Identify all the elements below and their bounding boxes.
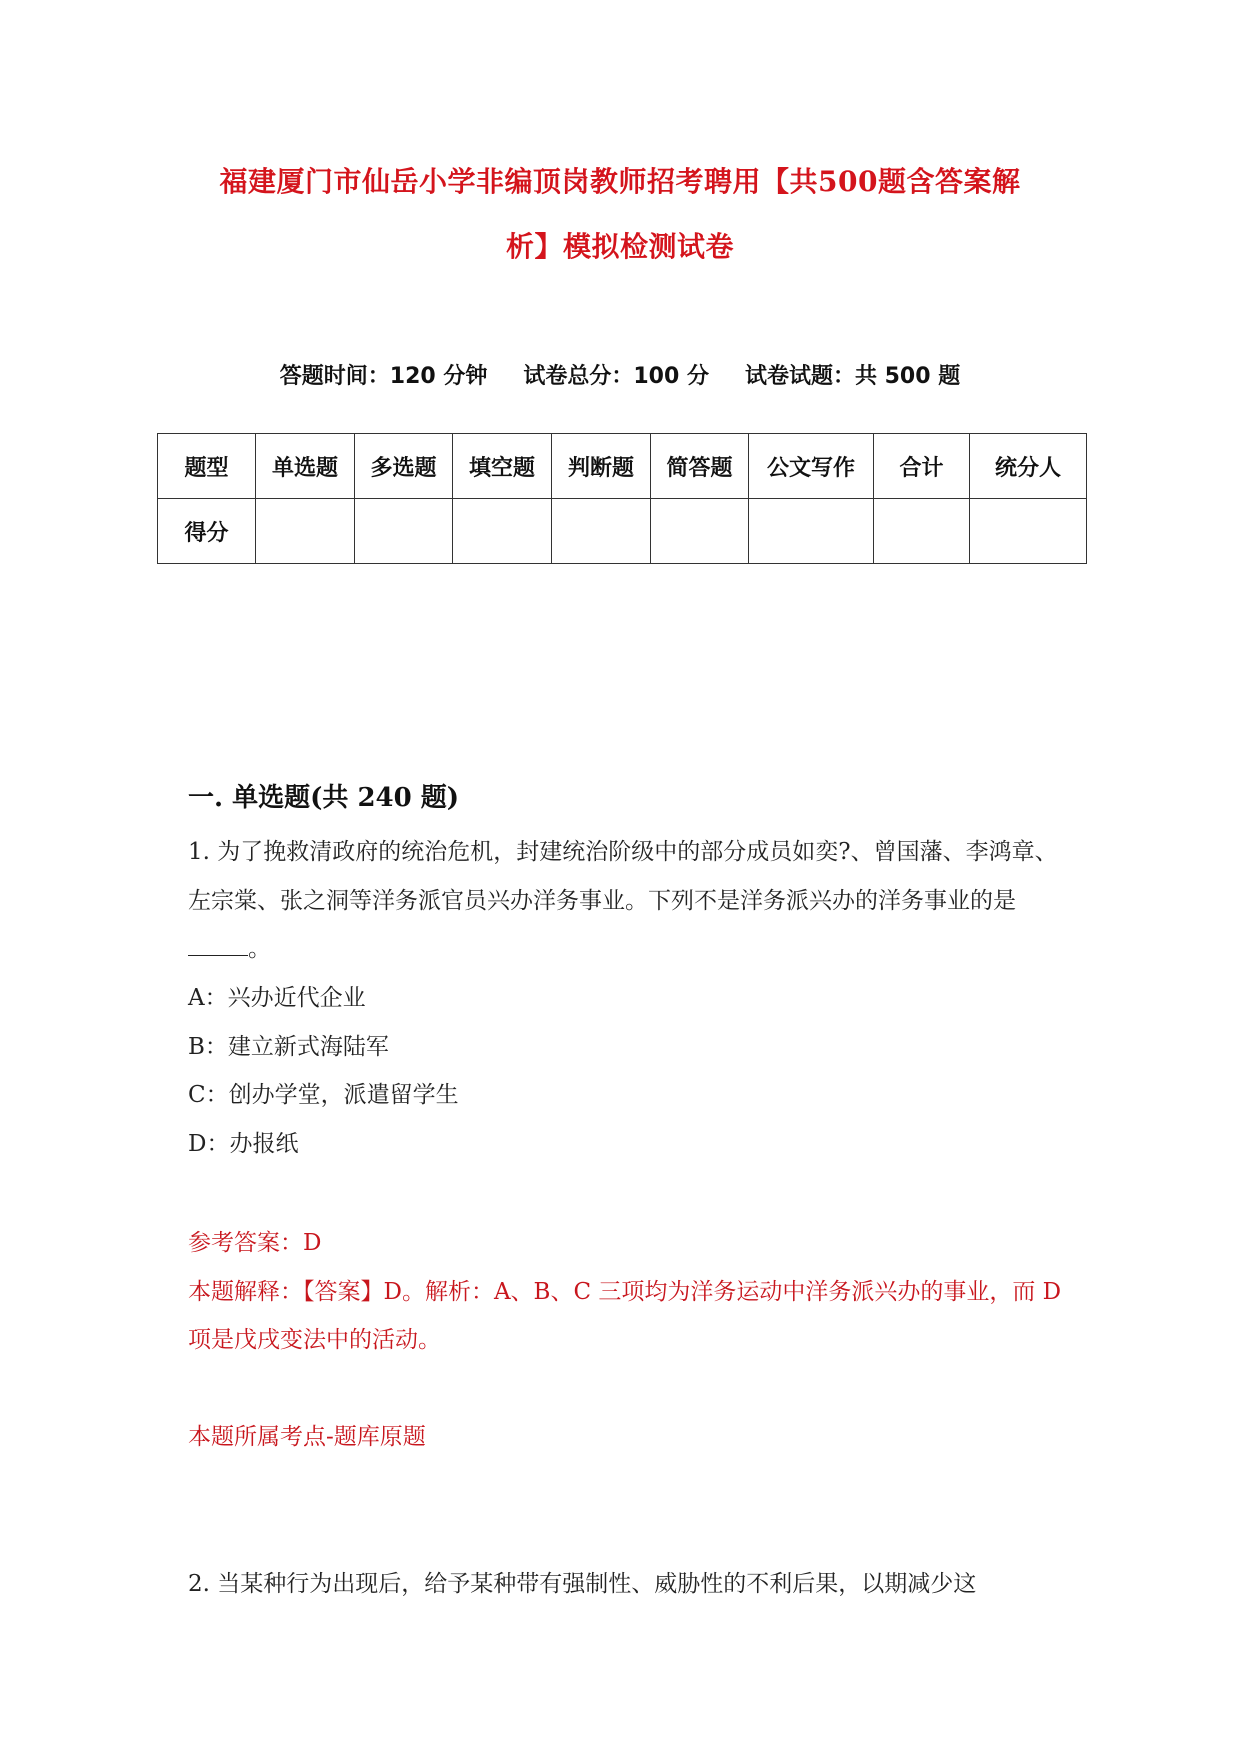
option-c: C：创办学堂，派遣留学生 — [188, 1082, 459, 1108]
question-1-answer-block — [188, 1219, 1068, 1365]
answer-explanation: 本题解释：【答案】D。解析：A、B、C 三项均为洋务运动中洋务派兴办的事业，而 D 项是戊戌变法中的活动。 — [188, 1278, 1062, 1353]
option-b: B：建立新式海陆军 — [188, 1033, 389, 1060]
score-cell — [453, 499, 552, 564]
question-1-options — [188, 974, 1068, 1168]
exam-total-score: 试卷总分：100 分 — [523, 364, 709, 389]
option-d: D：办报纸 — [188, 1130, 299, 1157]
score-cell — [749, 499, 874, 564]
answer-blank — [188, 935, 248, 956]
question-1-end: 。 — [248, 936, 271, 962]
header-cell-scorer: 统分人 — [970, 434, 1087, 499]
score-cell — [651, 499, 749, 564]
header-cell-single-choice: 单选题 — [256, 434, 355, 499]
row-label-score: 得分 — [158, 499, 256, 564]
question-1-text: 1. 为了挽救清政府的统治危机，封建统治阶级中的部分成员如奕?、曾国藩、李鸿章、左宗棠、张之洞等洋务派官员兴办洋务事业。下列不是洋务派兴办的洋务事业的是 — [188, 839, 1058, 914]
header-cell-fill-blank: 填空题 — [453, 434, 552, 499]
reference-answer: 参考答案：D — [188, 1230, 322, 1256]
document-title-line-1: 福建厦门市仙岳小学非编顶岗教师招考聘用【共500题含答案解 — [219, 165, 1021, 198]
score-table — [157, 433, 1087, 564]
score-cell — [355, 499, 453, 564]
score-table-score-row — [158, 499, 1087, 564]
score-cell — [552, 499, 651, 564]
exam-question-count: 试卷试题：共 500 题 — [744, 364, 961, 389]
score-table-header-row — [158, 434, 1087, 499]
exam-time: 答题时间：120 分钟 — [279, 364, 488, 389]
header-cell-multiple-choice: 多选题 — [355, 434, 453, 499]
question-1-stem — [188, 828, 1068, 974]
score-cell — [970, 499, 1087, 564]
score-cell — [256, 499, 355, 564]
knowledge-point: 本题所属考点-题库原题 — [188, 1424, 426, 1450]
header-cell-official-writing: 公文写作 — [749, 434, 874, 499]
document-title-line-2: 析】模拟检测试卷 — [505, 230, 734, 263]
question-2-stem: 2. 当某种行为出现后，给予某种带有强制性、威胁性的不利后果，以期减少这 — [188, 1571, 977, 1597]
option-a: A：兴办近代企业 — [188, 985, 366, 1011]
header-cell-true-false: 判断题 — [552, 434, 651, 499]
header-cell-short-answer: 简答题 — [651, 434, 749, 499]
section-heading: 一. 单选题(共 240 题) — [188, 783, 460, 813]
header-cell-type: 题型 — [158, 434, 256, 499]
score-cell — [874, 499, 970, 564]
header-cell-total: 合计 — [874, 434, 970, 499]
exam-meta — [0, 359, 1240, 390]
